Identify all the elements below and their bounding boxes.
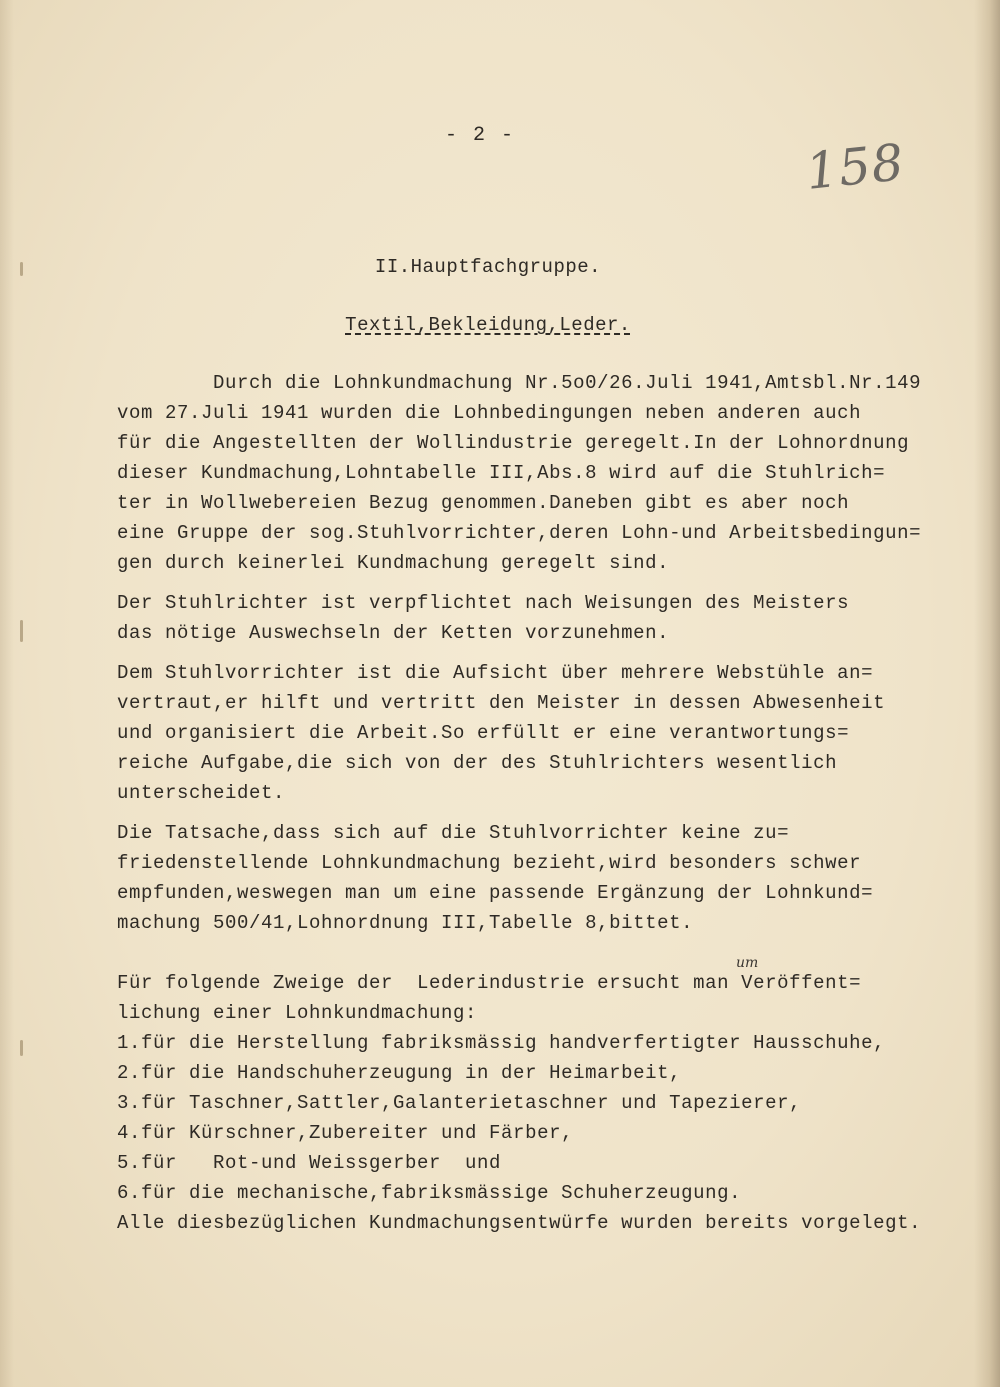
body-line: vom 27.Juli 1941 wurden die Lohnbedingungen neben anderen auch [117,402,862,424]
paper-right-edge [974,0,1000,1387]
list-item: 3.für Taschner,Sattler,Galanterietaschner und Tapezierer, [117,1092,802,1114]
body-line: Durch die Lohnkundmachung Nr.5o0/26.Juli 1941,Amtsbl.Nr.149 [117,372,922,394]
body-line: lichung einer Lohnkundmachung: [117,1002,478,1024]
body-line: vertraut,er hilft und vertritt den Meister in dessen Abwesenheit [117,692,886,714]
section-heading-text: Textil,Bekleidung,Leder. [345,314,631,336]
list-item: 1.für die Herstellung fabriksmässig handverfertigter Hausschuhe, [117,1032,886,1054]
handwritten-folio-number: 158 [803,133,908,201]
paper-left-edge [0,0,14,1387]
body-line: eine Gruppe der sog.Stuhlvorrichter,deren Lohn-und Arbeitsbedingun= [117,522,922,544]
body-line: Für folgende Zweige der Lederindustrie ersucht man Veröffent= [117,972,862,994]
handwritten-insert: um [736,955,759,971]
body-line: für die Angestellten der Wollindustrie geregelt.In der Lohnordnung [117,432,910,454]
body-line: unterscheidet. [117,782,286,804]
section-heading [0,314,988,336]
body-line: dieser Kundmachung,Lohntabelle III,Abs.8 wird auf die Stuhlrich= [117,462,886,484]
body-line: machung 500/41,Lohnordnung III,Tabelle 8,bittet. [117,912,694,934]
body-line: friedenstellende Lohnkundmachung bezieht,wird besonders schwer [117,852,862,874]
edge-mark [20,1040,23,1056]
body-line: und organisiert die Arbeit.So erfüllt er eine verantwortungs= [117,722,850,744]
list-item: 4.für Kürschner,Zubereiter und Färber, [117,1122,574,1144]
body-line: empfunden,weswegen man um eine passende Ergänzung der Lohnkund= [117,882,874,904]
list-item: 5.für Rot-und Weissgerber und [117,1152,502,1174]
body-line: Dem Stuhlvorrichter ist die Aufsicht über mehrere Webstühle an= [117,662,874,684]
list-item: 6.für die mechanische,fabriksmässige Schuherzeugung. [117,1182,742,1204]
body-line: das nötige Auswechseln der Ketten vorzunehmen. [117,622,670,644]
body-line: reiche Aufgabe,die sich von der des Stuhlrichters wesentlich [117,752,838,774]
body-line: Die Tatsache,dass sich auf die Stuhlvorrichter keine zu= [117,822,790,844]
body-line: Alle diesbezüglichen Kundmachungsentwürfe wurden bereits vorgelegt. [117,1212,922,1234]
list-item: 2.für die Handschuherzeugung in der Heimarbeit, [117,1062,682,1084]
edge-mark [20,620,23,642]
body-line: ter in Wollwebereien Bezug genommen.Daneben gibt es aber noch [117,492,850,514]
body-line: gen durch keinerlei Kundmachung geregelt sind. [117,552,670,574]
body-line: Der Stuhlrichter ist verpflichtet nach Weisungen des Meisters [117,592,850,614]
page-number: - 2 - [444,124,515,147]
group-heading: II.Hauptfachgruppe. [374,256,602,278]
